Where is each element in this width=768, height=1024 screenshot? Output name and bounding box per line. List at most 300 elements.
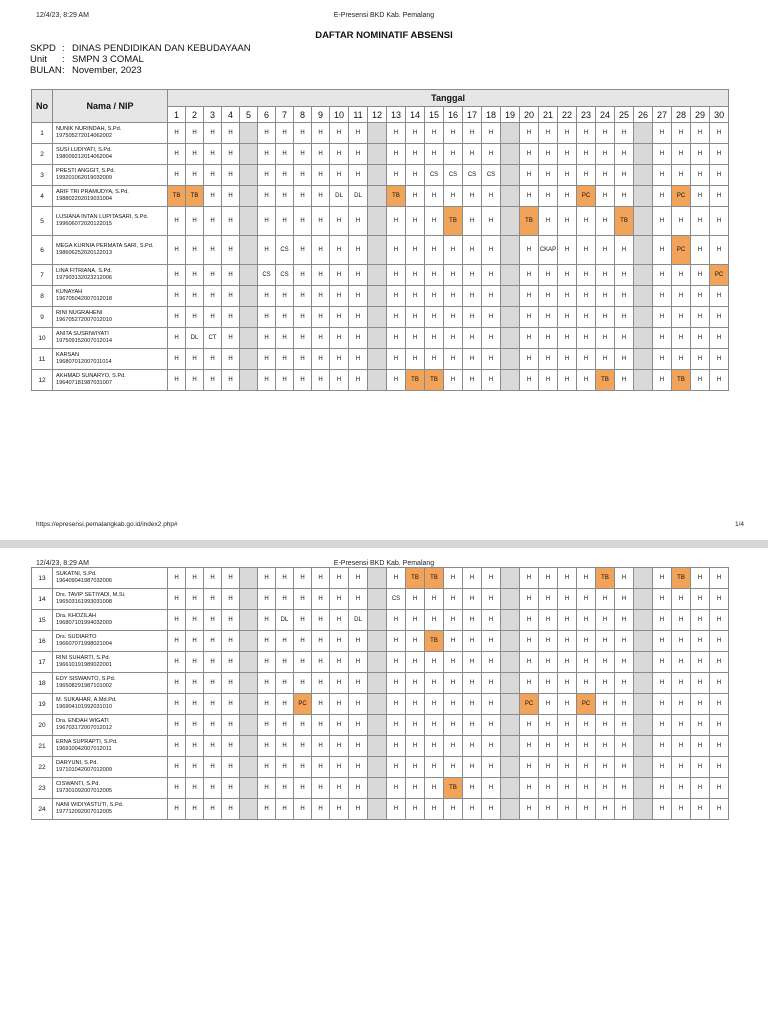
attendance-cell-day-8: H [294,568,312,589]
attendance-cell-day-12 [368,144,387,165]
employee-name: KUNAYAH [56,289,83,296]
attendance-cell-day-19 [501,694,520,715]
attendance-cell-day-10: H [330,144,349,165]
attendance-cell-day-3: H [204,236,222,265]
attendance-cell-day-21: H [539,286,558,307]
attendance-cell-day-25: H [615,265,634,286]
attendance-cell-day-19 [501,370,520,391]
row-number: 9 [32,307,53,328]
attendance-cell-day-9: H [312,123,330,144]
table-row [32,715,729,736]
attendance-cell-day-8: H [294,631,312,652]
attendance-cell-day-29: H [691,610,710,631]
attendance-cell-day-25: H [615,186,634,207]
attendance-cell-day-2: H [186,165,204,186]
attendance-cell-day-8: H [294,144,312,165]
print-page-2 [0,548,768,1024]
day-header-14: 14 [406,107,425,123]
unit-line: Unit : SMPN 3 COMAL [30,54,144,65]
employee-name: ERNA SUPRAPTI, S.Pd. [56,739,118,746]
attendance-cell-day-16: H [444,757,463,778]
attendance-cell-day-13: H [387,736,406,757]
print-datetime: 12/4/23, 8:29 AM [36,12,89,19]
attendance-cell-day-10: H [330,631,349,652]
attendance-cell-day-26 [634,236,653,265]
attendance-cell-day-11: DL [349,186,368,207]
skpd-value: DINAS PENDIDIKAN DAN KEBUDAYAAN [72,43,251,54]
attendance-cell-day-12 [368,349,387,370]
attendance-cell-day-29: H [691,757,710,778]
day-header-9: 9 [312,107,330,123]
attendance-cell-day-25: H [615,328,634,349]
attendance-cell-day-8: H [294,370,312,391]
attendance-cell-day-20: H [520,652,539,673]
row-number: 6 [32,236,53,265]
attendance-cell-day-30: H [710,652,729,673]
attendance-cell-day-12 [368,694,387,715]
attendance-cell-day-5 [240,673,258,694]
attendance-cell-day-24: H [596,186,615,207]
attendance-cell-day-18: H [482,265,501,286]
attendance-cell-day-21: H [539,568,558,589]
attendance-cell-day-4: H [222,286,240,307]
attendance-cell-day-1: H [168,715,186,736]
attendance-cell-day-11: H [349,757,368,778]
attendance-cell-day-28: PC [672,186,691,207]
attendance-cell-day-13: H [387,799,406,820]
attendance-cell-day-24: H [596,207,615,236]
attendance-cell-day-2: H [186,349,204,370]
attendance-cell-day-22: H [558,673,577,694]
attendance-cell-day-3: H [204,610,222,631]
attendance-cell-day-24: H [596,610,615,631]
attendance-cell-day-16: H [444,568,463,589]
attendance-cell-day-21: H [539,778,558,799]
attendance-cell-day-16: H [444,694,463,715]
attendance-cell-day-28: H [672,207,691,236]
attendance-cell-day-3: H [204,757,222,778]
attendance-cell-day-3: H [204,265,222,286]
attendance-cell-day-17: H [463,757,482,778]
attendance-cell-day-1: TB [168,186,186,207]
attendance-cell-day-4: H [222,757,240,778]
attendance-cell-day-14: TB [406,370,425,391]
attendance-cell-day-2: H [186,631,204,652]
attendance-cell-day-11: H [349,673,368,694]
attendance-cell-day-9: H [312,652,330,673]
attendance-cell-day-27: H [653,652,672,673]
attendance-cell-day-26 [634,631,653,652]
attendance-cell-day-28: H [672,673,691,694]
attendance-cell-day-30: H [710,736,729,757]
attendance-cell-day-19 [501,144,520,165]
attendance-cell-day-1: H [168,589,186,610]
attendance-cell-day-20: H [520,610,539,631]
attendance-cell-day-21: CKAP [539,236,558,265]
attendance-cell-day-16: H [444,610,463,631]
table-row [32,652,729,673]
attendance-cell-day-15: H [425,652,444,673]
attendance-cell-day-23: H [577,652,596,673]
row-number: 24 [32,799,53,820]
attendance-cell-day-18: H [482,236,501,265]
attendance-cell-day-30: H [710,207,729,236]
row-number: 21 [32,736,53,757]
attendance-cell-day-19 [501,673,520,694]
attendance-cell-day-29: H [691,370,710,391]
attendance-cell-day-7: H [276,799,294,820]
attendance-cell-day-28: H [672,799,691,820]
attendance-cell-day-26 [634,144,653,165]
attendance-cell-day-13: H [387,307,406,328]
attendance-cell-day-15: H [425,694,444,715]
attendance-cell-day-11: H [349,715,368,736]
attendance-cell-day-11: H [349,286,368,307]
attendance-cell-day-5 [240,236,258,265]
attendance-cell-day-17: H [463,715,482,736]
attendance-cell-day-29: H [691,652,710,673]
attendance-cell-day-1: H [168,652,186,673]
attendance-cell-day-26 [634,165,653,186]
attendance-cell-day-1: H [168,165,186,186]
day-header-28: 28 [672,107,691,123]
attendance-cell-day-6: H [258,568,276,589]
attendance-cell-day-26 [634,286,653,307]
employee-name-nip [53,349,168,370]
attendance-cell-day-29: H [691,778,710,799]
attendance-cell-day-12 [368,652,387,673]
attendance-cell-day-19 [501,631,520,652]
day-header-20: 20 [520,107,539,123]
attendance-cell-day-16: H [444,265,463,286]
employee-name: DARYUNI, S.Pd. [56,760,98,767]
attendance-cell-day-9: H [312,568,330,589]
attendance-cell-day-29: H [691,286,710,307]
attendance-cell-day-24: TB [596,568,615,589]
attendance-cell-day-4: H [222,307,240,328]
attendance-cell-day-7: CS [276,236,294,265]
employee-name-nip [53,589,168,610]
attendance-cell-day-26 [634,568,653,589]
attendance-cell-day-17: H [463,207,482,236]
attendance-cell-day-7: H [276,694,294,715]
attendance-cell-day-25: TB [615,207,634,236]
attendance-cell-day-24: H [596,265,615,286]
attendance-cell-day-1: H [168,265,186,286]
attendance-cell-day-29: H [691,236,710,265]
attendance-cell-day-23: H [577,673,596,694]
attendance-cell-day-9: H [312,631,330,652]
attendance-cell-day-19 [501,307,520,328]
attendance-cell-day-7: H [276,286,294,307]
attendance-cell-day-9: H [312,589,330,610]
day-header-11: 11 [349,107,368,123]
attendance-cell-day-15: H [425,757,444,778]
attendance-cell-day-10: H [330,286,349,307]
attendance-cell-day-3: H [204,736,222,757]
attendance-cell-day-20: H [520,715,539,736]
bulan-value: November, 2023 [72,65,142,76]
attendance-cell-day-23: H [577,715,596,736]
attendance-cell-day-25: H [615,673,634,694]
attendance-cell-day-5 [240,349,258,370]
attendance-cell-day-27: H [653,631,672,652]
attendance-cell-day-29: H [691,328,710,349]
attendance-cell-day-21: H [539,370,558,391]
attendance-cell-day-13: H [387,757,406,778]
attendance-cell-day-6: H [258,778,276,799]
attendance-cell-day-24: H [596,715,615,736]
table-row [32,694,729,715]
attendance-cell-day-22: H [558,186,577,207]
attendance-cell-day-7: H [276,652,294,673]
attendance-cell-day-23: H [577,757,596,778]
attendance-cell-day-17: H [463,589,482,610]
skpd-line: SKPD : DINAS PENDIDIKAN DAN KEBUDAYAAN [30,43,251,54]
attendance-cell-day-20: H [520,307,539,328]
attendance-cell-day-19 [501,265,520,286]
employee-name-nip [53,165,168,186]
day-header-3: 3 [204,107,222,123]
attendance-cell-day-20: H [520,568,539,589]
attendance-cell-day-10: H [330,265,349,286]
attendance-cell-day-17: CS [463,165,482,186]
attendance-cell-day-25: H [615,144,634,165]
table-row [32,186,729,207]
attendance-cell-day-1: H [168,307,186,328]
attendance-cell-day-29: H [691,568,710,589]
attendance-cell-day-1: H [168,144,186,165]
attendance-cell-day-29: H [691,631,710,652]
attendance-cell-day-14: H [406,757,425,778]
employee-nip: 196607071998021004 [56,641,112,647]
attendance-cell-day-2: H [186,307,204,328]
employee-nip: 198802202019031004 [56,196,112,202]
day-header-5: 5 [240,107,258,123]
attendance-cell-day-26 [634,673,653,694]
attendance-cell-day-8: H [294,307,312,328]
day-header-17: 17 [463,107,482,123]
row-number: 1 [32,123,53,144]
attendance-cell-day-9: H [312,328,330,349]
table-row [32,673,729,694]
attendance-cell-day-18: CS [482,165,501,186]
attendance-cell-day-30: H [710,778,729,799]
attendance-cell-day-11: H [349,652,368,673]
employee-name: ARIF TRI PRAMUDYA, S.Pd. [56,189,129,196]
employee-nip: 198009212014062004 [56,154,112,160]
attendance-cell-day-26 [634,207,653,236]
attendance-cell-day-30: H [710,123,729,144]
employee-name: M. SUKAHAR, A.Md.Pd. [56,697,117,704]
attendance-cell-day-15: H [425,328,444,349]
attendance-cell-day-7: H [276,736,294,757]
attendance-cell-day-7: H [276,186,294,207]
attendance-cell-day-6: H [258,370,276,391]
attendance-cell-day-3: H [204,673,222,694]
day-header-24: 24 [596,107,615,123]
attendance-cell-day-20: H [520,123,539,144]
attendance-cell-day-21: H [539,186,558,207]
employee-nip: 197903132023212006 [56,275,112,281]
attendance-cell-day-24: H [596,694,615,715]
employee-name: LUSIANA INTAN LUPITASARI, S.Pd. [56,214,149,221]
attendance-cell-day-27: H [653,207,672,236]
attendance-cell-day-14: H [406,236,425,265]
day-header-4: 4 [222,107,240,123]
attendance-cell-day-1: H [168,236,186,265]
attendance-cell-day-19 [501,349,520,370]
attendance-cell-day-26 [634,610,653,631]
attendance-cell-day-8: H [294,186,312,207]
attendance-cell-day-29: H [691,589,710,610]
day-header-27: 27 [653,107,672,123]
attendance-cell-day-14: H [406,652,425,673]
attendance-cell-day-16: H [444,799,463,820]
attendance-cell-day-18: H [482,286,501,307]
attendance-cell-day-15: TB [425,370,444,391]
attendance-cell-day-30: H [710,328,729,349]
attendance-cell-day-2: H [186,799,204,820]
employee-name: Dra. ENDAH WIGATI [56,718,109,725]
attendance-cell-day-17: H [463,778,482,799]
attendance-cell-day-7: H [276,144,294,165]
attendance-cell-day-21: H [539,307,558,328]
attendance-cell-day-26 [634,799,653,820]
attendance-cell-day-3: H [204,589,222,610]
attendance-cell-day-17: H [463,349,482,370]
attendance-cell-day-15: H [425,349,444,370]
attendance-cell-day-6: H [258,207,276,236]
attendance-cell-day-28: H [672,349,691,370]
attendance-cell-day-23: PC [577,694,596,715]
attendance-cell-day-22: H [558,715,577,736]
attendance-cell-day-14: H [406,123,425,144]
attendance-cell-day-27: H [653,694,672,715]
attendance-cell-day-20: H [520,736,539,757]
row-number: 19 [32,694,53,715]
attendance-cell-day-12 [368,589,387,610]
attendance-cell-day-28: TB [672,568,691,589]
attendance-cell-day-27: H [653,286,672,307]
attendance-cell-day-23: H [577,328,596,349]
attendance-cell-day-7: H [276,631,294,652]
attendance-cell-day-29: H [691,349,710,370]
attendance-cell-day-24: H [596,631,615,652]
attendance-cell-day-7: DL [276,610,294,631]
attendance-cell-day-30: H [710,610,729,631]
attendance-cell-day-29: H [691,186,710,207]
day-header-12: 12 [368,107,387,123]
attendance-cell-day-19 [501,123,520,144]
attendance-cell-day-5 [240,328,258,349]
attendance-cell-day-17: H [463,328,482,349]
attendance-cell-day-30: H [710,715,729,736]
attendance-cell-day-10: H [330,589,349,610]
attendance-cell-day-9: H [312,673,330,694]
attendance-cell-day-9: H [312,144,330,165]
attendance-cell-day-4: H [222,236,240,265]
attendance-cell-day-26 [634,307,653,328]
attendance-cell-day-1: H [168,799,186,820]
attendance-cell-day-1: H [168,370,186,391]
attendance-cell-day-9: H [312,694,330,715]
row-number: 10 [32,328,53,349]
row-number: 3 [32,165,53,186]
attendance-cell-day-6: H [258,757,276,778]
attendance-cell-day-21: H [539,799,558,820]
table-row [32,610,729,631]
employee-nip: 197101042007012009 [56,767,112,773]
attendance-cell-day-4: H [222,589,240,610]
attendance-cell-day-25: H [615,652,634,673]
attendance-cell-day-20: PC [520,694,539,715]
attendance-cell-day-28: H [672,165,691,186]
attendance-cell-day-25: H [615,694,634,715]
attendance-cell-day-10: H [330,349,349,370]
attendance-cell-day-11: H [349,694,368,715]
attendance-cell-day-6: H [258,736,276,757]
employee-nip: 196409041987032006 [56,578,112,584]
attendance-cell-day-21: H [539,265,558,286]
attendance-cell-day-5 [240,694,258,715]
attendance-cell-day-12 [368,799,387,820]
attendance-cell-day-3: H [204,652,222,673]
attendance-cell-day-4: H [222,799,240,820]
attendance-cell-day-3: H [204,799,222,820]
attendance-cell-day-9: H [312,265,330,286]
attendance-cell-day-9: H [312,349,330,370]
attendance-cell-day-2: H [186,568,204,589]
attendance-cell-day-28: TB [672,370,691,391]
employee-name: AKHMAD SUNARYO, S.Pd. [56,373,126,380]
attendance-cell-day-22: H [558,736,577,757]
employee-name-nip [53,757,168,778]
attendance-cell-day-18: H [482,715,501,736]
attendance-cell-day-9: H [312,799,330,820]
attendance-cell-day-1: H [168,123,186,144]
attendance-cell-day-13: H [387,328,406,349]
attendance-cell-day-14: H [406,736,425,757]
row-number: 7 [32,265,53,286]
attendance-cell-day-2: DL [186,328,204,349]
attendance-cell-day-18: H [482,144,501,165]
attendance-cell-day-4: H [222,715,240,736]
attendance-cell-day-8: H [294,286,312,307]
attendance-cell-day-19 [501,207,520,236]
attendance-cell-day-15: TB [425,631,444,652]
employee-name: Drs. TAVIP SETIYADI, M.Si. [56,592,126,599]
employee-nip: 198606252020122013 [56,250,112,256]
table-row [32,370,729,391]
attendance-cell-day-24: TB [596,370,615,391]
attendance-cell-day-21: H [539,757,558,778]
attendance-cell-day-2: H [186,370,204,391]
attendance-cell-day-28: H [672,631,691,652]
attendance-cell-day-24: H [596,778,615,799]
unit-label: Unit [30,54,47,65]
attendance-cell-day-4: H [222,207,240,236]
attendance-cell-day-15: H [425,778,444,799]
attendance-cell-day-26 [634,328,653,349]
table-row [32,736,729,757]
attendance-cell-day-17: H [463,631,482,652]
attendance-cell-day-19 [501,328,520,349]
attendance-cell-day-1: H [168,286,186,307]
attendance-cell-day-5 [240,610,258,631]
employee-name-nip [53,778,168,799]
attendance-cell-day-25: H [615,286,634,307]
